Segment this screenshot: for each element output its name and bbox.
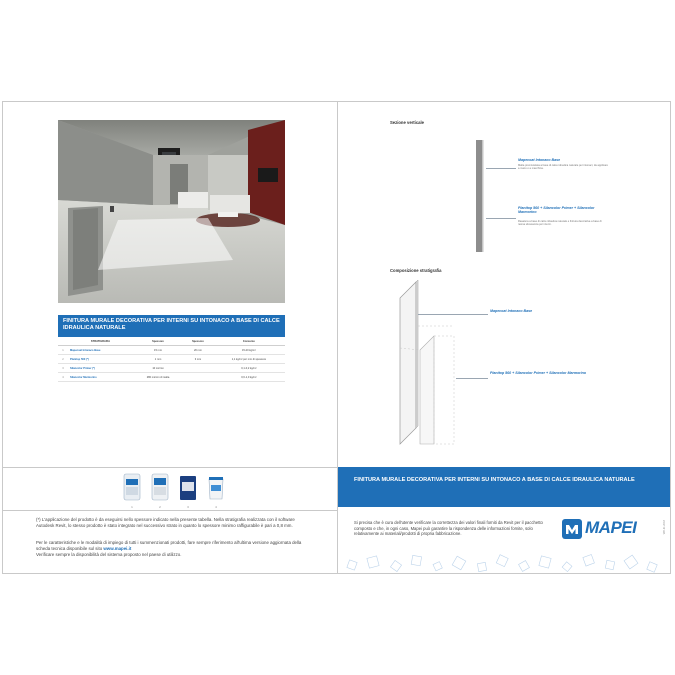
- table-cell: 10 micron: [133, 364, 183, 373]
- decorative-pattern: [338, 551, 670, 573]
- vertical-section-drawing: [474, 140, 486, 252]
- table-row: [58, 355, 285, 364]
- table-row: [58, 364, 285, 373]
- table-cell: 0,6-1,0 kg/m²: [213, 373, 285, 382]
- table-header: Consumo: [213, 338, 285, 346]
- mapei-logo-icon: [561, 518, 583, 540]
- callout-finish-layers: Planitop 560 + Silancolor Primer + Silancolor Marmorino: [518, 206, 595, 215]
- product-bag-icon: [151, 473, 169, 501]
- stratigraphy-table: [58, 338, 285, 382]
- right-page: [338, 102, 670, 573]
- table-cell: 20 mm: [183, 346, 213, 355]
- table-cell: [183, 364, 213, 373]
- table-header: STRATIGRAFIA: [68, 338, 133, 346]
- mapei-logo: [561, 518, 653, 540]
- table-cell: 0,1-0,2 kg/m²: [213, 364, 285, 373]
- row-number: 3: [58, 364, 68, 373]
- table-cell: 15-20 kg/m²: [213, 346, 285, 355]
- product-name: Planitop 560 (*): [68, 355, 133, 364]
- footnote: (*) L'applicazione del prodotto è da eseguirsi nello spessore indicato nella presente tabella. Nella stratigrafia realizzata con il software Autodesk Revit, lo stesso prodotto è stato integrato nel successivo strato in quanto lo spessore minimo raffigurabile è pari a 0,8 mm.: [36, 517, 295, 528]
- product-name: Silancolor Marmorino: [68, 373, 133, 382]
- product-bucket-icon: [207, 473, 225, 501]
- product-name: Silancolor Primer (*): [68, 364, 133, 373]
- row-number: 1: [58, 346, 68, 355]
- table-header: Spessore: [133, 338, 183, 346]
- disclaimer-text: Si precisa che è cura dell'utente verificare la correttezza dei valori finali forniti da Revit per il pacchetto composto e che, in ogni caso, Mapei può garantire la rispondenza delle informazioni fornite, solo relativamente ai materiali/prodotti di propria fabbricazione.: [354, 520, 543, 537]
- package-number: 1: [131, 505, 133, 509]
- row-number: 4: [58, 373, 68, 382]
- table-row: [58, 346, 285, 355]
- divider: [3, 467, 337, 468]
- divider: [3, 510, 337, 511]
- info-text: Per le caratteristiche e le modalità di impiego di tutti i summenzionati prodotti, fare sempre riferimento all'ultima versione aggiornata della scheda tecnica disponibile sul sito: [36, 540, 302, 551]
- availability-text: Verificare sempre la disponibilità del sistema proposto nel paese di utilizzo.: [36, 552, 182, 557]
- table-cell: 280 micron di malta: [133, 373, 183, 382]
- left-page: [3, 102, 338, 573]
- callout-description: Rasatura a base di calce idraulica naturale e finitura decorativa a base di resina silossanica per interni.: [518, 220, 602, 227]
- package-number: 4: [215, 505, 217, 509]
- table-cell: 15 mm: [133, 346, 183, 355]
- mapei-logo-text: MAPEI: [585, 518, 637, 537]
- table-cell: 3 mm: [183, 355, 213, 364]
- website-link[interactable]: www.mapei.it: [103, 546, 132, 551]
- table-header: Spessore: [183, 338, 213, 346]
- product-bucket-icon: [179, 473, 197, 501]
- table-cell: 1,1 kg/m² per mm di spessore: [213, 355, 285, 364]
- leader-line: [418, 314, 488, 315]
- stratigraphy-label: Composizione stratigrafia: [390, 268, 442, 273]
- package-number: 3: [187, 505, 189, 509]
- info-note: [36, 540, 306, 558]
- leader-line: [486, 218, 516, 219]
- table-row: [58, 373, 285, 382]
- system-title-band: FINITURA MURALE DECORATIVA PER INTERNI SU INTONACO A BASE DI CALCE IDRAULICA NATURALE: [338, 467, 670, 507]
- row-number: 2: [58, 355, 68, 364]
- stratigraphy-3d-drawing: [398, 278, 468, 448]
- product-bag-icon: [123, 473, 141, 501]
- table-header-row: [58, 338, 285, 346]
- table-cell: [183, 373, 213, 382]
- callout-description: Malta premiscelata a base di calce idraulica naturale per intonaci, da applicare a mano o a macchina.: [518, 164, 608, 171]
- package-number: 2: [159, 505, 161, 509]
- callout-base-plaster: Mapecoat Intonaco Base: [518, 158, 561, 162]
- callout-base-plaster: Mapecoat Intonaco Base: [490, 309, 533, 313]
- product-name: Mapecoat Intonaco Base: [68, 346, 133, 355]
- leader-line: [486, 168, 516, 169]
- table-header: [58, 338, 68, 346]
- leader-line: [456, 378, 488, 379]
- system-title: FINITURA MURALE DECORATIVA PER INTERNI SU INTONACO A BASE DI CALCE IDRAULICA NATURALE: [58, 315, 285, 337]
- table-cell: 1 mm: [133, 355, 183, 364]
- vertical-section-label: Sezione verticale: [390, 120, 424, 125]
- callout-finish-layers: Planitop 560 + Silancolor Primer + Silancolor Marmorino: [490, 371, 587, 375]
- document-code: WB-IR-2018: [663, 520, 666, 535]
- interior-render-image: [58, 120, 285, 303]
- product-packages: [121, 471, 231, 515]
- document-spread: [2, 101, 671, 574]
